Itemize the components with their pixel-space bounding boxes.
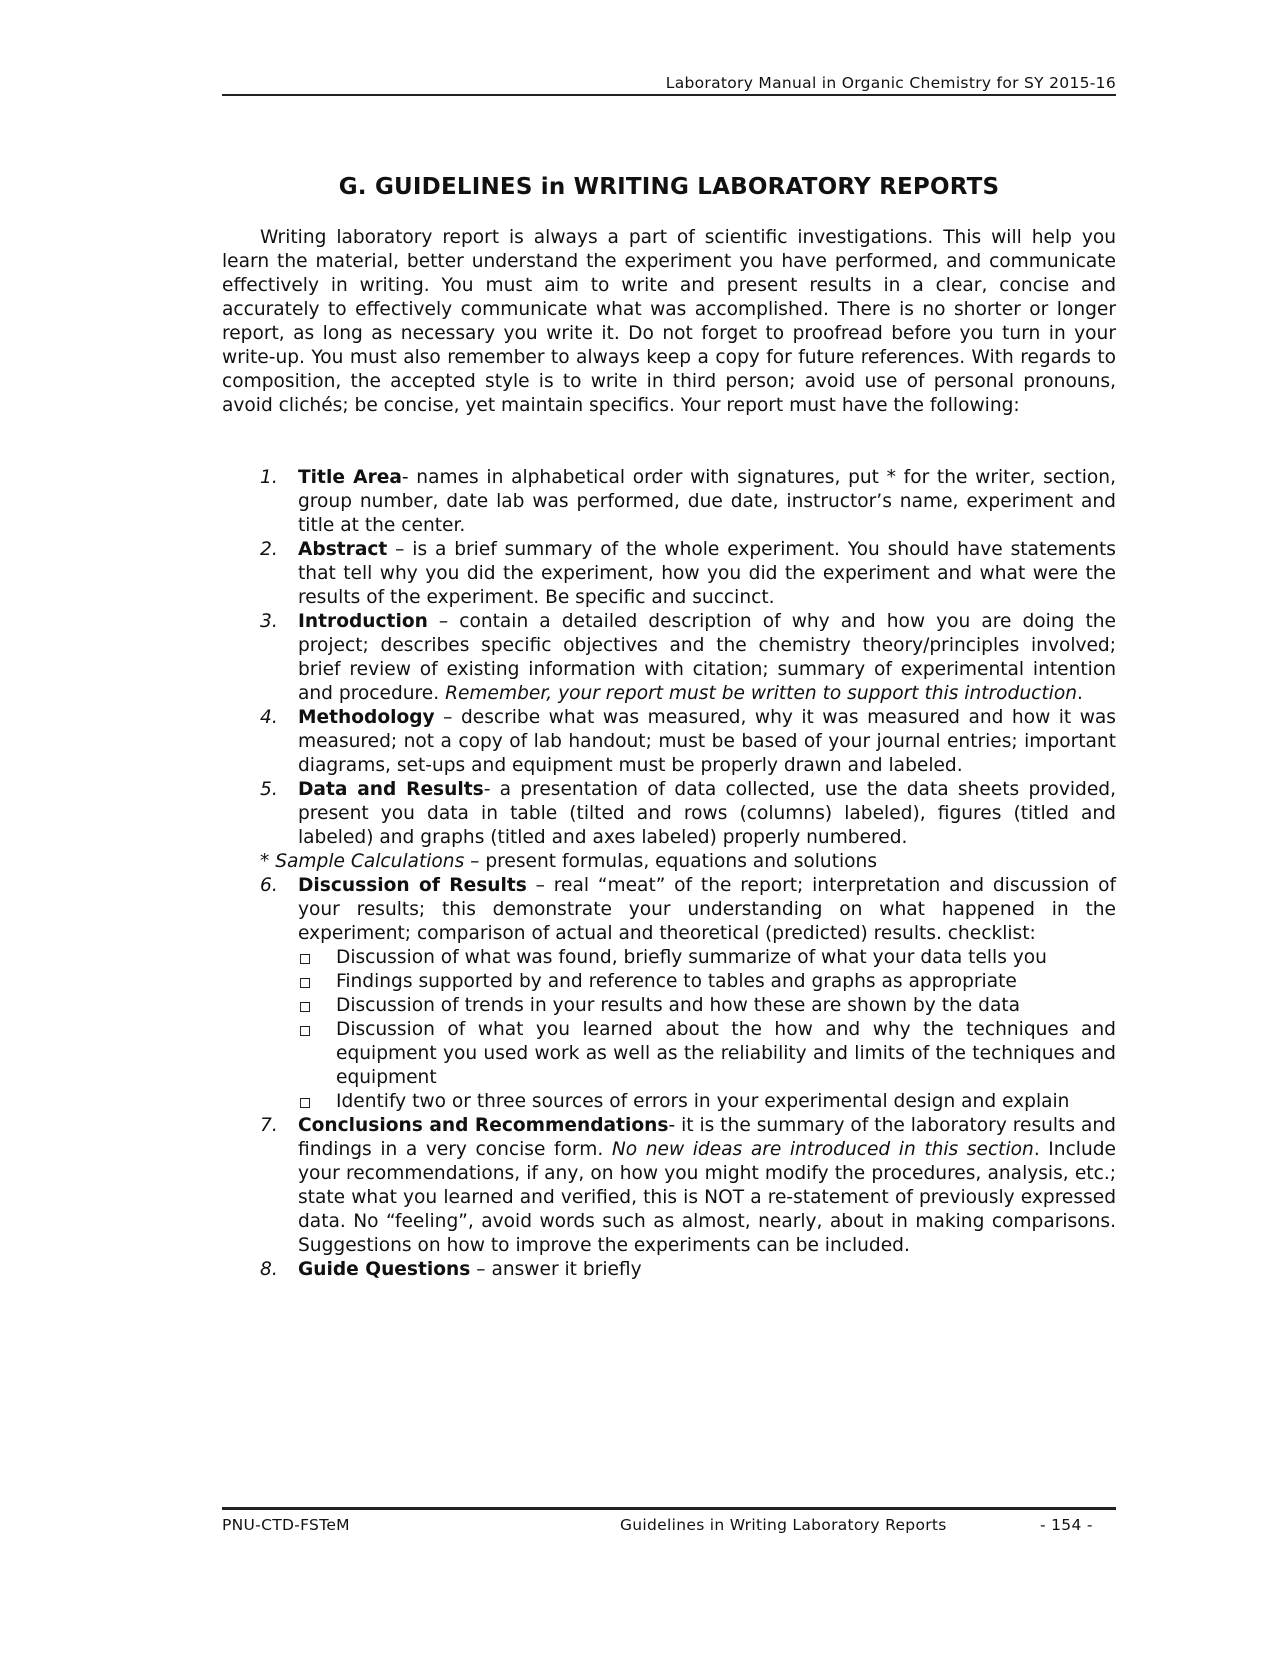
report-sections-list [222,466,1116,1282]
footer-center: Guidelines in Writing Laboratory Reports [620,1516,947,1534]
item-term: Discussion of Results [298,875,527,896]
checklist-item [298,1090,1116,1114]
checkbox-icon [300,1002,310,1012]
intro-paragraph: Writing laboratory report is always a part of scientific investigations. This will help you learn the material, better understand the experiment you have performed, and communicate effectively in writing. You must aim to write and present results in a clear, concise and accurately to effectively communicate what was accomplished. There is no shorter or longer report, as long as necessary you write it. Do not forget to proofread before you turn in your write-up. You must also remember to always keep a copy for future references. With regards to composition, the accepted style is to write in third person; avoid use of personal pronouns, avoid clichés; be concise, yet maintain specifics. Your report must have the following: [222,227,1116,416]
checkbox-icon [300,978,310,988]
item-term: Introduction [298,611,428,632]
item-term: Title Area [298,467,402,488]
discussion-checklist [298,946,1116,1114]
list-item [222,1258,1116,1282]
item-number: 7. [260,1115,278,1136]
checklist-text: Discussion of what was found, briefly summarize of what your data tells you [336,947,1047,968]
item-text: – answer it briefly [470,1259,642,1280]
header-rule [222,94,1116,96]
checklist-item [298,1018,1116,1090]
item-tail: . Include your recommendations, if any, on how you might modify the procedures, analysis, etc.; state what you learned and verified, this is NOT a re-statement of previously expressed data. No “feeling”, avoid words such as almost, nearly, about in making comparisons. Suggestions on how to improve the experiments can be included. [298,1139,1116,1256]
checklist-item [298,970,1116,994]
item-term: Data and Results [298,779,484,800]
item-text: – contain a detailed description of why and how you are doing the project; describes specific objectives and the chemistry theory/principles involved; brief review of existing information with citation; summary of experimental intention and procedure. [298,611,1116,704]
checklist-text: Findings supported by and reference to tables and graphs as appropriate [336,971,1017,992]
checkbox-icon [300,1098,310,1108]
item-number: 5. [260,779,278,800]
checklist-text: Identify two or three sources of errors in your experimental design and explain [336,1091,1070,1112]
item-text: - names in alphabetical order with signatures, put * for the writer, section, group number, date lab was performed, due date, instructor’s name, experiment and title at the center. [298,467,1116,536]
checklist-text: Discussion of what you learned about the how and why the techniques and equipment you used work as well as the reliability and limits of the techniques and equipment [336,1019,1116,1088]
page-number: - 154 - [1040,1516,1093,1534]
item-number: 3. [260,611,278,632]
footer-left: PNU-CTD-FSTeM [222,1516,350,1534]
item-term: Methodology [298,707,435,728]
checklist-text: Discussion of trends in your results and how these are shown by the data [336,995,1021,1016]
running-header: Laboratory Manual in Organic Chemistry for SY 2015-16 [665,74,1116,92]
item-tail: . [1077,683,1083,704]
list-item [222,1114,1116,1258]
item-text: – is a brief summary of the whole experiment. You should have statements that tell why you did the experiment, how you did the experiment and what were the results of the experiment. Be specific and succinct. [298,539,1116,608]
list-item [222,874,1116,1114]
item-emphasis: No new ideas are introduced in this section [611,1139,1034,1160]
item-text: – real “meat” of the report; interpretation and discussion of your results; this demonstrate your understanding on what happened in the experiment; comparison of actual and theoretical (predicted) results. checklist: [298,875,1116,944]
sample-calculations [222,850,1116,874]
list-item [222,706,1116,778]
item-number: 2. [260,539,278,560]
list-item [222,538,1116,610]
list-item [222,610,1116,706]
item-text: - it is the summary of the laboratory results and findings in a very concise form. [298,1115,1116,1160]
checkbox-icon [300,1026,310,1036]
item-term: Conclusions and Recommendations [298,1115,669,1136]
item-text: – describe what was measured, why it was measured and how it was measured; not a copy of lab handout; must be based of your journal entries; important diagrams, set-ups and equipment must be properly drawn and labeled. [298,707,1116,776]
item-emphasis: Remember, your report must be written to support this introduction [445,683,1077,704]
checklist-item [298,994,1116,1018]
item-text: - a presentation of data collected, use the data sheets provided, present you data in table (tilted and rows (columns) labeled), figures (titled and labeled) and graphs (titled and axes labeled) properly numbered. [298,779,1116,848]
list-item [222,778,1116,850]
item-term: Abstract [298,539,388,560]
footer-rule [222,1507,1116,1510]
item-number: 4. [260,707,278,728]
checklist-item [298,946,1116,970]
item-number: 1. [260,467,278,488]
page-title: G. GUIDELINES in WRITING LABORATORY REPORTS [338,174,1000,200]
checkbox-icon [300,954,310,964]
item-number: 6. [260,875,278,896]
item-number: 8. [260,1259,278,1280]
item-term: Guide Questions [298,1259,471,1280]
sample-calculations-text: – present formulas, equations and solutions [464,851,878,872]
list-item [222,466,1116,538]
sample-calculations-label: * Sample Calculations [260,851,465,872]
